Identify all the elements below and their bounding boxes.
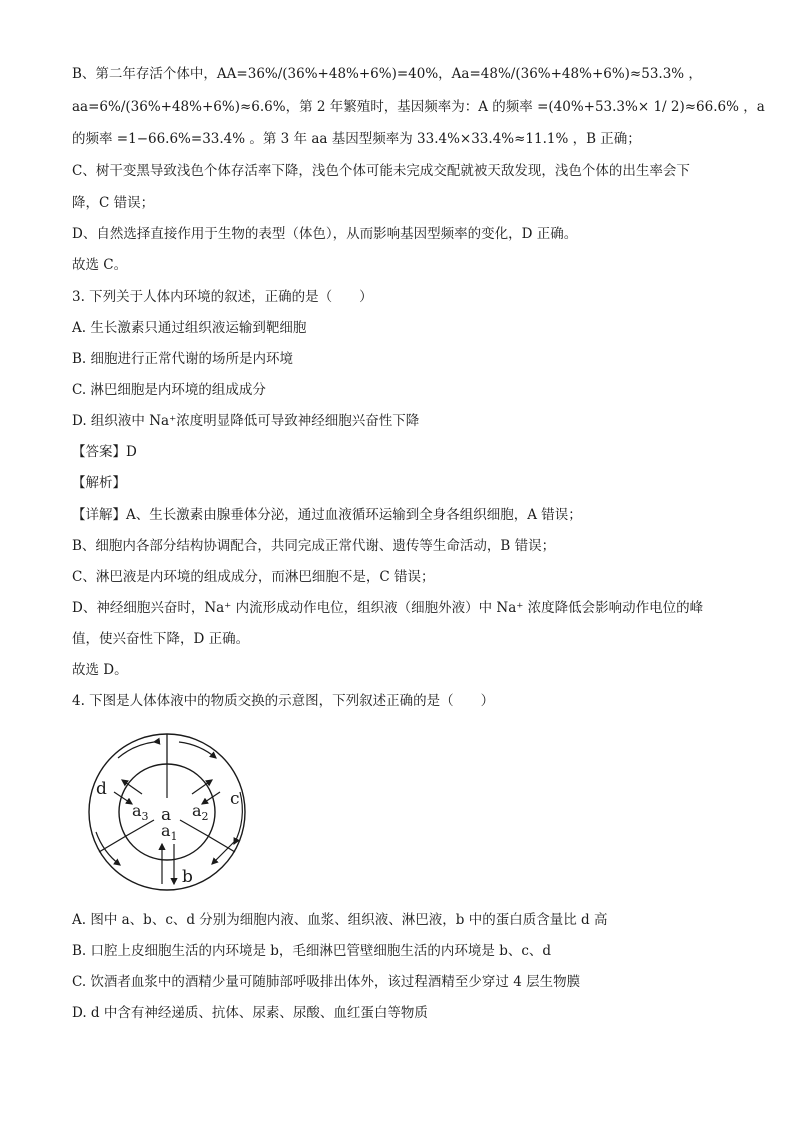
arc-arrow-top-left: [118, 742, 154, 758]
explanation-line-b2: aa=6%/(36%+48%+6%)≈6.6%，第 2 年繁殖时，基因频率为：A 的频率 =(40%+53.3%× 1/ 2)≈66.6% ，a: [72, 99, 765, 115]
conclusion-q2: 故选 C。: [72, 257, 128, 273]
explanation-line-c1: C、树干变黑导致浅色个体存活率下降，浅色个体可能未完成交配就被天敌发现，浅色个体的出生率会下: [72, 163, 690, 179]
question-4-option-a: A. 图中 a、b、c、d 分别为细胞内液、血浆、组织液、淋巴液，b 中的蛋白质含量比 d 高: [72, 912, 608, 928]
detail-line-b: B、细胞内各部分结构协调配合，共同完成正常代谢、遗传等生命活动，B 错误；: [72, 538, 556, 554]
detail-text-a: A、生长激素由腺垂体分泌，通过血液循环运输到全身各组织细胞，A 错误；: [126, 507, 582, 523]
question-3-option-d: D. 组织液中 Na⁺浓度明显降低可导致神经细胞兴奋性下降: [72, 413, 420, 429]
question-4-option-c: C. 饮酒者血浆中的酒精少量可随肺部呼吸排出体外，该过程酒精至少穿过 4 层生物膜: [72, 974, 581, 990]
explanation-line-b3: 的频率 =1−66.6%=33.4% 。第 3 年 aa 基因型频率为 33.4%×33.4%≈11.1% ，B 正确；: [72, 131, 641, 147]
question-4-option-b: B. 口腔上皮细胞生活的内环境是 b，毛细淋巴管壁细胞生活的内环境是 b、c、d: [72, 943, 552, 959]
detail-line-d1: D、神经细胞兴奋时，Na⁺ 内流形成动作电位，组织液（细胞外液）中 Na⁺ 浓度降低会影响动作电位的峰: [72, 600, 704, 616]
divider-lower-left: [99, 836, 126, 852]
arrow-a3-to-ring: [122, 780, 142, 794]
arrow-a2-to-ring: [192, 780, 212, 794]
label-c: c: [230, 789, 240, 809]
body-fluid-exchange-diagram: [84, 732, 264, 892]
label-a-center: a: [161, 805, 172, 825]
detail-tag: 【详解】: [72, 507, 126, 523]
label-b: b: [182, 867, 193, 887]
conclusion-q3: 故选 D。: [72, 662, 128, 678]
explanation-line-b1: B、第二年存活个体中，AA=36%/(36%+48%+6%)=40%，Aa=48%/(36%+48%+6%)≈53.3% ，: [72, 66, 702, 82]
answer-value: D: [126, 444, 137, 460]
label-a3: $a_3$: [132, 801, 149, 823]
question-4-stem: 4. 下图是人体体液中的物质交换的示意图，下列叙述正确的是（ ）: [72, 693, 495, 709]
analysis-tag: 【解析】: [72, 475, 126, 491]
spoke-left: [126, 820, 154, 836]
explanation-line-d: D、自然选择直接作用于生物的表型（体色），从而影响基因型频率的变化，D 正确。: [72, 226, 578, 242]
answer-tag: 【答案】: [72, 444, 126, 460]
answer-row: [72, 442, 722, 462]
arc-arrow-top-right: [179, 742, 216, 758]
label-d: d: [96, 779, 107, 799]
divider-lower-right: [208, 836, 235, 852]
arc-arrow-left: [96, 832, 120, 865]
question-3-option-a: A. 生长激素只通过组织液运输到靶细胞: [72, 320, 307, 336]
label-a2: $a_2$: [192, 801, 209, 823]
question-3-option-c: C. 淋巴细胞是内环境的组成成分: [72, 382, 266, 398]
detail-line-c: C、淋巴液是内环境的组成成分，而淋巴细胞不是，C 错误；: [72, 569, 435, 585]
question-4-option-d: D. d 中含有神经递质、抗体、尿素、尿酸、血红蛋白等物质: [72, 1005, 428, 1021]
label-a1: $a_1$: [161, 821, 178, 843]
detail-line-d2: 值，使兴奋性下降，D 正确。: [72, 631, 250, 647]
detail-line-a: [72, 505, 722, 525]
question-3-stem: 3. 下列关于人体内环境的叙述，正确的是（ ）: [72, 289, 373, 305]
diagram-svg: [84, 732, 264, 892]
explanation-line-c2: 降，C 错误；: [72, 195, 155, 211]
question-3-option-b: B. 细胞进行正常代谢的场所是内环境: [72, 351, 294, 367]
